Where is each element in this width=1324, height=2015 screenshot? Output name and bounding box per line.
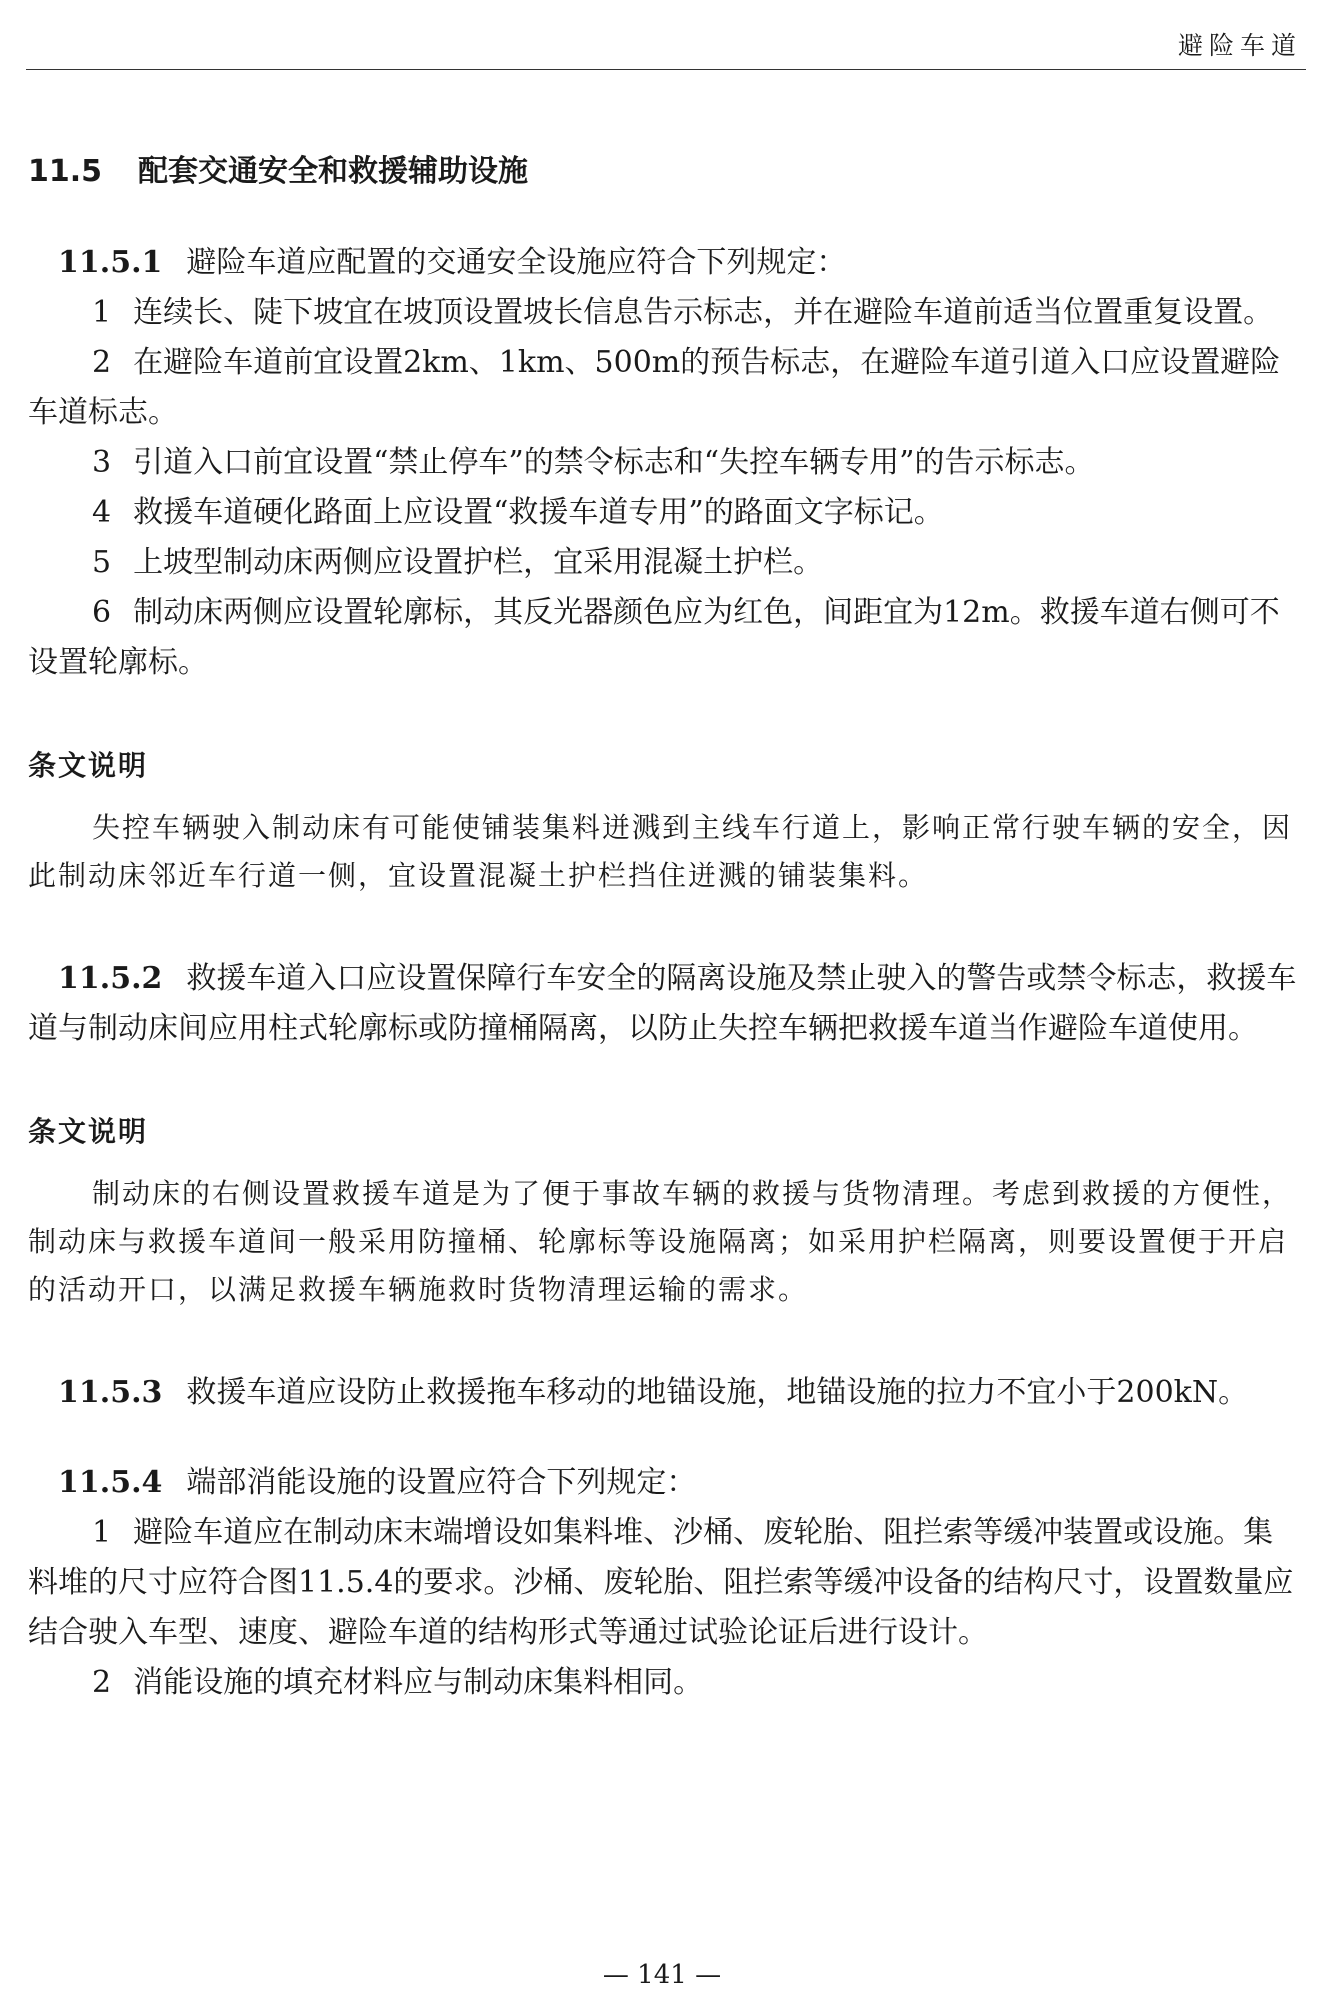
- clause-text: 端部消能设施的设置应符合下列规定：: [186, 1465, 697, 1500]
- clause-text: 救援车道入口应设置保障行车安全的隔离设施及禁止驶入的警告或禁令标志，救援车道与制动床间应用柱式轮廓标或防撞桶隔离，以防止失控车辆把救援车道当作避险车道使用。: [28, 961, 1297, 1046]
- clause-11-5-1: [28, 238, 1302, 288]
- clause-text: 救援车道应设防止救援拖车移动的地锚设施，地锚设施的拉力不宜小于200kN。: [186, 1375, 1249, 1410]
- item-number: 3: [92, 445, 112, 480]
- spacer: [28, 1054, 1302, 1108]
- list-item: [28, 588, 1302, 688]
- clause-number: 11.5.3: [58, 1375, 163, 1410]
- running-header: 避险车道: [1177, 31, 1302, 60]
- item-number: 5: [92, 545, 112, 580]
- item-text: 连续长、陡下坡宜在坡顶设置坡长信息告示标志，并在避险车道前适当位置重复设置。: [133, 295, 1274, 330]
- clause-number: 11.5.1: [58, 245, 163, 280]
- explanation-text: 失控车辆驶入制动床有可能使铺装集料迸溅到主线车行道上，影响正常行驶车辆的安全，因此制动床邻近车行道一侧，宜设置混凝土护栏挡住迸溅的铺装集料。: [28, 811, 1293, 892]
- spacer: [28, 688, 1302, 742]
- item-text: 在避险车道前宜设置2km、1km、500m的预告标志，在避险车道引道入口应设置避险车道标志。: [28, 345, 1281, 430]
- list-item: [28, 538, 1302, 588]
- clause-number: 11.5.4: [58, 1465, 163, 1500]
- item-number: 2: [92, 345, 112, 380]
- page-number: — 141 —: [602, 1960, 722, 1990]
- item-number: 1: [92, 1515, 112, 1550]
- clause-number: 11.5.2: [58, 961, 163, 996]
- explanation-text: 制动床的右侧设置救援车道是为了便于事故车辆的救援与货物清理。考虑到救援的方便性，制动床与救援车道间一般采用防撞桶、轮廓标等设施隔离；如采用护栏隔离，则要设置便于开启的活动开口，以满足救援车辆施救时货物清理运输的需求。: [28, 1177, 1293, 1306]
- item-number: 6: [92, 595, 112, 630]
- spacer: [28, 1418, 1302, 1458]
- item-text: 引道入口前宜设置“禁止停车”的禁令标志和“失控车辆专用”的告示标志。: [133, 445, 1095, 480]
- clause-text: 避险车道应配置的交通安全设施应符合下列规定：: [186, 245, 847, 280]
- section-heading: [28, 148, 1302, 196]
- item-text: 制动床两侧应设置轮廓标，其反光器颜色应为红色，间距宜为12m。救援车道右侧可不设置轮廓标。: [28, 595, 1280, 680]
- list-item: [28, 1658, 1302, 1708]
- item-number: 2: [92, 1665, 112, 1700]
- clause-11-5-3: [28, 1368, 1302, 1418]
- clause-11-5-2: [28, 954, 1302, 1054]
- item-number: 1: [92, 295, 112, 330]
- header-rule: [26, 69, 1306, 70]
- section-number: 11.5: [28, 154, 103, 189]
- item-text: 上坡型制动床两侧应设置护栏，宜采用混凝土护栏。: [133, 545, 824, 580]
- page-content: [28, 148, 1302, 1708]
- explanation-heading: 条文说明: [28, 1115, 149, 1148]
- list-item: [28, 1508, 1302, 1658]
- item-text: 消能设施的填充材料应与制动床集料相同。: [133, 1665, 704, 1700]
- section-title: 配套交通安全和救援辅助设施: [138, 154, 529, 189]
- item-number: 4: [92, 495, 112, 530]
- item-text: 避险车道应在制动床末端增设如集料堆、沙桶、废轮胎、阻拦索等缓冲装置或设施。集料堆的尺寸应符合图11.5.4的要求。沙桶、废轮胎、阻拦索等缓冲设备的结构尺寸，设置数量应结合驶入车型、速度、避险车道的结构形式等通过试验论证后进行设计。: [28, 1515, 1294, 1650]
- spacer: [28, 900, 1302, 954]
- spacer: [28, 1314, 1302, 1368]
- list-item: [28, 488, 1302, 538]
- list-item: [28, 288, 1302, 338]
- list-item: [28, 338, 1302, 438]
- clause-11-5-4: [28, 1458, 1302, 1508]
- item-text: 救援车道硬化路面上应设置“救援车道专用”的路面文字标记。: [133, 495, 944, 530]
- explanation-heading: 条文说明: [28, 749, 149, 782]
- list-item: [28, 438, 1302, 488]
